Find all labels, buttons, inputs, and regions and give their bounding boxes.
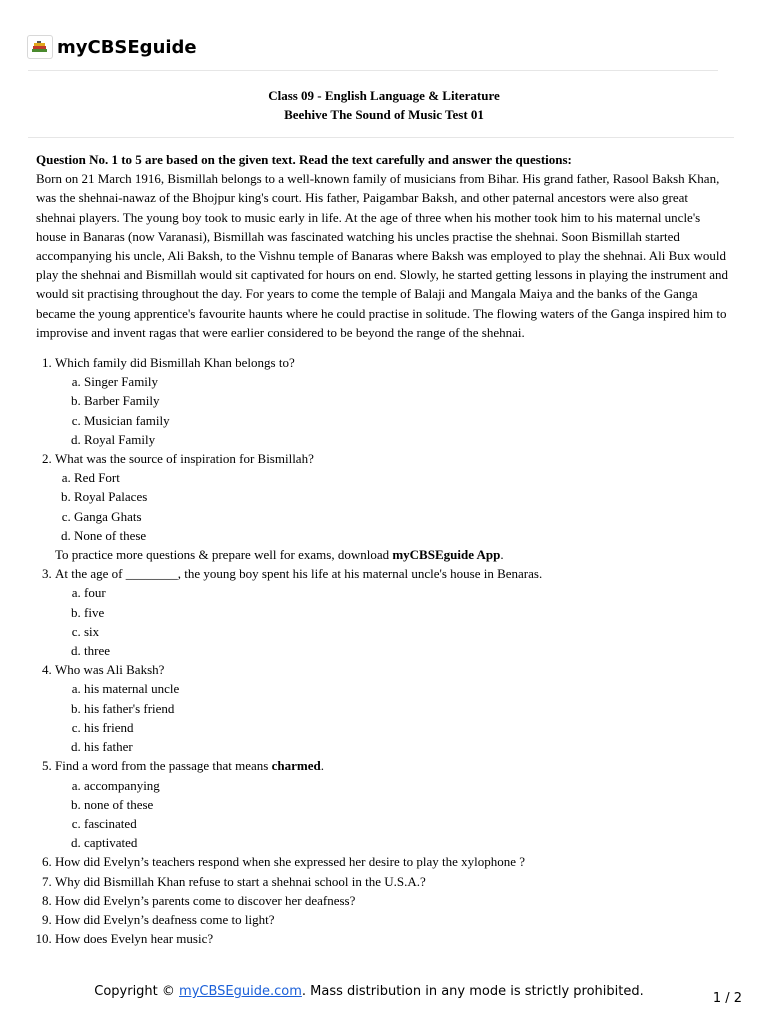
option: d. his father [84,737,730,756]
option: b. his father's friend [84,699,730,718]
key-word: charmed [271,758,321,774]
question-text: Which family did Bismillah Khan belongs to? [55,355,295,371]
question-5: 5. Find a word from the passage that means charmed. a. accompanying b. none of these c. fascinated d. captivated [55,756,730,852]
title-class: Class 09 - English Language & Literature [268,88,500,103]
question-text: At the age of ________, the young boy spent his life at his maternal uncle's house in Benaras. [55,566,543,582]
question-6: 6. How did Evelyn’s teachers respond when she expressed her desire to play the xylophone ? [55,852,730,871]
option: c. Ganga Ghats [74,507,730,526]
question-list [36,353,730,948]
question-7: 7. Why did Bismillah Khan refuse to start a shehnai school in the U.S.A.? [55,872,730,891]
option: d. three [84,641,730,660]
passage: Born on 21 March 1916, Bismillah belongs to a well-known family of musicians from Bihar. His grand father, Rasool Baksh Khan, was the shehnai-nawaz of the Bhojpur king's court. His father, Paigambar Baksh, and other paternal ancestors were also great shehnai players. The young boy took to music early in life. At the age of three when his mother took him to his maternal uncle's house in Banaras (now Varanasi), Bismillah was fascinated watching his uncles practise the shehnai. Soon Bismillah started accompanying his uncle, Ali Baksh, to the Vishnu temple of Banaras where Baksh was employed to play the shehnai. Ali Bux would play the shehnai and Bismillah would sit captivated for hours on end. Slowly, he started getting lessons in playing the instrument and would sit practising throughout the day. For years to come the temple of Balaji and Mangala Maiya and the banks of the Ganga became the young apprentice's favourite haunts where he could practise in solitude. The flowing waters of the Ganga inspired him to improvise and invent ragas that were earlier considered to be beyond the range of the shehnai. [36,171,729,340]
question-text: Who was Ali Baksh? [55,662,165,678]
option: c. Musician family [84,411,730,430]
test-content [36,150,730,948]
question-1 [55,353,730,449]
option: d. None of these [74,526,730,545]
question-4 [55,660,730,756]
option: d. captivated [84,833,730,852]
option: a. accompanying [84,776,730,795]
question-2 [55,449,730,545]
option: c. six [84,622,730,641]
title-test: Beehive The Sound of Music Test 01 [284,107,484,122]
header [27,34,197,60]
question-3 [55,564,730,660]
title-divider [28,137,734,138]
option: d. Royal Family [84,430,730,449]
option: b. Royal Palaces [74,487,730,506]
site-link[interactable]: myCBSEguide.com [179,984,302,999]
question-text: What was the source of inspiration for Bismillah? [55,451,314,467]
page-title [0,86,768,124]
option: c. fascinated [84,814,730,833]
page-number: 1 / 2 [712,991,742,1006]
option: b. Barber Family [84,391,730,410]
question-8: 8. How did Evelyn’s parents come to discover her deafness? [55,891,730,910]
option: a. Red Fort [74,468,730,487]
option: b. none of these [84,795,730,814]
promo-line: To practice more questions & prepare well for exams, download myCBSEguide App. [55,547,504,563]
option: b. five [84,603,730,622]
book-stack-icon [27,35,53,59]
footer: Copyright © myCBSEguide.com. Mass distribution in any mode is strictly prohibited. [94,984,644,999]
option: a. four [84,583,730,602]
app-name: myCBSEguide App [392,547,501,563]
brand-name: myCBSEguide [57,36,197,58]
question-9: 9. How did Evelyn’s deafness come to light? [55,910,730,929]
option: a. his maternal uncle [84,679,730,698]
option: a. Singer Family [84,372,730,391]
question-10: 10. How does Evelyn hear music? [55,929,730,948]
header-divider [28,70,718,71]
instructions: Question No. 1 to 5 are based on the given text. Read the text carefully and answer the questions: [36,152,572,167]
option: c. his friend [84,718,730,737]
